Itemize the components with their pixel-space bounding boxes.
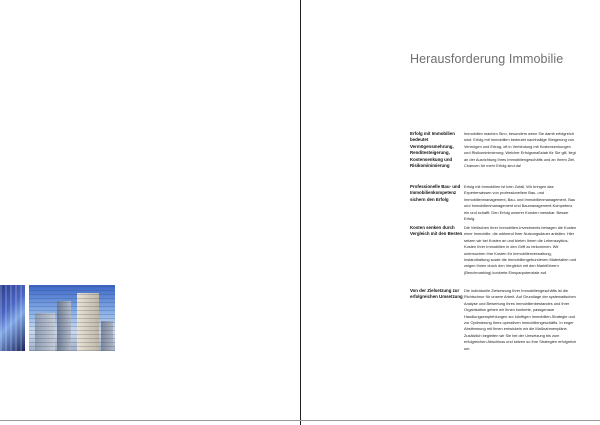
page-spine-divider bbox=[300, 0, 301, 425]
facade-photo-texture bbox=[0, 285, 25, 351]
skyline-photo-icon bbox=[29, 285, 115, 351]
section-body: Die Vielfachen Ihrer Immobilien-Investments betragen die Kosten einer Immobilie, die während ihrer Nutzungsdauer anfallen. Hier setzen wir bei Kosten an und bieten Ihnen die Lebenszyklus-Kosten Ihrer Immobilien in den Griff zu bekommen. Wir untersuchen Ihre Kosten für Immobilienverwaltung, Instandhaltung sowie die Immobiliengebundenen Materialien und zeigen Ihnen durch den Vergleich mit den Marktführern (Benchmarking) konkrete Einsparpotenziale auf. bbox=[464, 225, 577, 275]
bottom-edge-divider bbox=[0, 420, 600, 421]
section-heading: Von der Zielsetzung zur erfolgreichen Umsetzung bbox=[410, 288, 463, 300]
skyline-photo-texture bbox=[29, 285, 115, 351]
facade-photo-icon bbox=[0, 285, 25, 351]
section-heading: Erfolg mit Immobilien bedeutet Vermögensmehrung, Renditesteigerung, Kostensenkung und Risikominimierung bbox=[410, 131, 455, 169]
section-body: Immobilien machen Sinn, besonders wenn Sie damit erfolgreich sind. Erfolg mit Immobilien bedeutet nachhaltige Steigerung von Vermögen und Ertrag, oft in Verbindung mit Kostensenkungen und Risikominimierung. Welcher Erfolgsmaßstab für Sie gilt, liegt an der Ausrichtung Ihres Immobiliengeschäfts und an Ihrem Ziel. Chancen für mehr Erfolg sind da! bbox=[464, 131, 576, 169]
section-heading: Kosten senken durch Vergleich mit den Besten bbox=[410, 225, 463, 237]
section-heading: Professionelle Bau- und Immobilienkompetenz sichern den Erfolg bbox=[410, 184, 461, 202]
section-body: Erfolg mit Immobilien ist kein Zufall. Wir bringen das Expertenwissen von professionellem Bau- und Immobilienmanagement, Bau- und Immobilienmanagement, Bau und Immobilienmanagement und Baumanagement-Kompetenz ein und schafft. Den Erfolg unserer Kunden messbar. Besser Erfolg. bbox=[464, 184, 576, 222]
page-title: Herausforderung Immobilie bbox=[410, 52, 564, 66]
section-body: Die individuelle Zielsetzung Ihrer Immobiliengeschäfts ist die Richtschnur für unsere Arbeit. Auf Grundlage der systematischen Analyse und Bewertung Ihres Immobilienbestandes und Ihrer Organisation geben wir Ihnen konkrete, passgenaue Handlungsempfehlungen zur künftigen Immobilien-Strategie und zur Optimierung Ihres operativen Immobiliengeschäfts. In enger Abstimmung mit Ihnen entwickeln wir die Maßnahmenpläne. Zusätzlich begleiten wir Sie bei der Umsetzung bis zum erfolgreichen Abschluss und setzen so Ihre Strategien erfolgreich um. bbox=[464, 288, 577, 351]
